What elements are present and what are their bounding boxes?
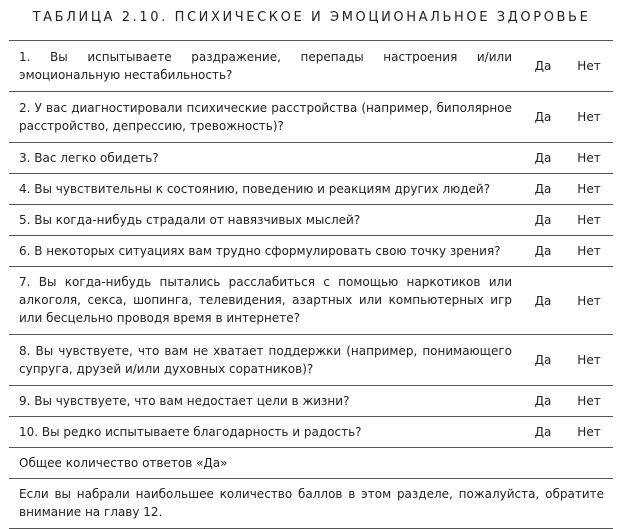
yes-option: Да bbox=[521, 417, 565, 448]
question-text: 3. Вас легко обидеть? bbox=[9, 143, 521, 174]
yes-option: Да bbox=[521, 174, 565, 205]
no-option: Нет bbox=[565, 386, 613, 417]
yes-option: Да bbox=[521, 335, 565, 386]
no-option: Нет bbox=[565, 267, 613, 335]
questionnaire-table bbox=[9, 40, 613, 529]
table-row bbox=[9, 267, 613, 335]
no-option: Нет bbox=[565, 41, 613, 92]
question-text: 1. Вы испытываете раздражение, перепады настроения и/или эмоциональную нестабильность? bbox=[9, 41, 521, 92]
total-row bbox=[9, 448, 613, 479]
yes-option: Да bbox=[521, 386, 565, 417]
table-row bbox=[9, 92, 613, 143]
yes-option: Да bbox=[521, 143, 565, 174]
no-option: Нет bbox=[565, 236, 613, 267]
question-text: 9. Вы чувствуете, что вам недостает цели в жизни? bbox=[9, 386, 521, 417]
total-label: Общее количество ответов «Да» bbox=[9, 448, 613, 479]
yes-option: Да bbox=[521, 41, 565, 92]
footnote-text: Если вы набрали наибольшее количество баллов в этом разделе, пожалуйста, обратите внимание на главу 12. bbox=[9, 479, 613, 529]
table-row bbox=[9, 386, 613, 417]
yes-option: Да bbox=[521, 236, 565, 267]
table-row bbox=[9, 417, 613, 448]
yes-option: Да bbox=[521, 92, 565, 143]
no-option: Нет bbox=[565, 174, 613, 205]
no-option: Нет bbox=[565, 417, 613, 448]
no-option: Нет bbox=[565, 205, 613, 236]
question-text: 6. В некоторых ситуациях вам трудно сформулировать свою точку зрения? bbox=[9, 236, 521, 267]
yes-option: Да bbox=[521, 205, 565, 236]
yes-option: Да bbox=[521, 267, 565, 335]
question-text: 10. Вы редко испытываете благодарность и радость? bbox=[9, 417, 521, 448]
table-row bbox=[9, 174, 613, 205]
footnote-row bbox=[9, 479, 613, 529]
question-text: 7. Вы когда-нибудь пытались расслабиться с помощью наркотиков или алкоголя, секса, шопинга, телевидения, азартных или компьютерных игр или бесцельно проводя время в интернете? bbox=[9, 267, 521, 335]
question-text: 2. У вас диагностировали психические расстройства (например, биполярное расстройство, депрессию, тревожность)? bbox=[9, 92, 521, 143]
question-text: 4. Вы чувствительны к состоянию, поведению и реакциям других людей? bbox=[9, 174, 521, 205]
table-title: ТАБЛИЦА 2.10. ПСИХИЧЕСКОЕ И ЭМОЦИОНАЛЬНОЕ ЗДОРОВЬЕ bbox=[32, 10, 591, 25]
table-row bbox=[9, 143, 613, 174]
table-row bbox=[9, 205, 613, 236]
question-text: 5. Вы когда-нибудь страдали от навязчивых мыслей? bbox=[9, 205, 521, 236]
table-row bbox=[9, 236, 613, 267]
no-option: Нет bbox=[565, 335, 613, 386]
no-option: Нет bbox=[565, 143, 613, 174]
table-row bbox=[9, 335, 613, 386]
no-option: Нет bbox=[565, 92, 613, 143]
question-text: 8. Вы чувствуете, что вам не хватает поддержки (например, понимающего супруга, друзей и/или духовных соратников)? bbox=[9, 335, 521, 386]
table-row bbox=[9, 41, 613, 92]
